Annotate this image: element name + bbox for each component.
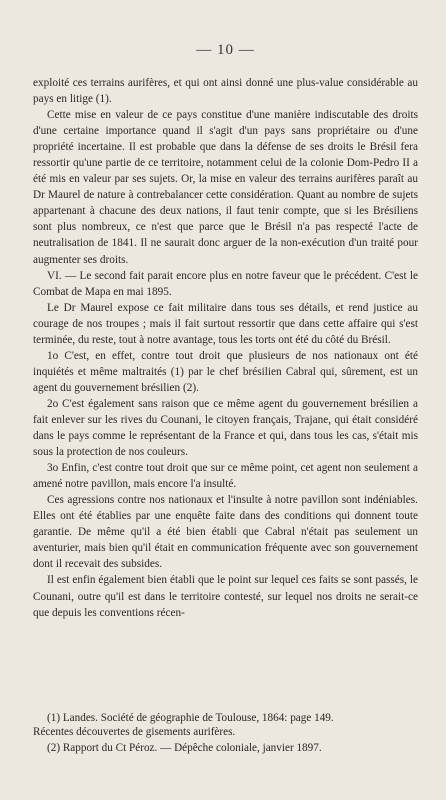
paragraph: 1o C'est, en effet, contre tout droit que plusieurs de nos nationaux ont été inquiétés et même maltraités (1) par le chef brésilien Cabral qui, sûrement, est un agent du gouvernement brésilien (2). xyxy=(33,349,418,394)
paragraph: 2o C'est également sans raison que ce même agent du gouvernement brésilien a fait enlever sur les rives du Counani, le citoyen français, Trajane, qui était considéré dans le pays comme le représentant de la France et qui, dans tous les cas, s'était mis sous la protection de nos couleurs. xyxy=(33,397,418,459)
footnote: (2) Rapport du Ct Péroz. — Dépêche coloniale, janvier 1897. xyxy=(47,742,322,754)
paragraph: Ces agressions contre nos nationaux et l'insulte à notre pavillon sont indéniables. Elles ont été établies par une enquête faite dans des conditions qui donnent toute garantie. De même qu'il a été bien établi que Cabral n'était pas seulement un aventurier, mais bien qu'il était en communication fréquente avec son gouvernement dont il recevait des subsides. xyxy=(33,494,418,571)
footnote: (1) Landes. Société de géographie de Toulouse, 1864: page 149. xyxy=(47,712,334,724)
paragraph: Cette mise en valeur de ce pays constitue d'une manière indiscutable des droits d'une certaine importance quand il s'agit d'un pays sans propriétaire ou d'une propriété incertaine. Il est probable que dans la défense de ses droits le Brésil fera ressortir qu'une partie de ce territoire, notamment celui de la colonie Dom-Pedro II a été mis en valeur par ses sujets. Or, la mise en valeur des terrains aurifères paraît au Dr Maurel de nature à contrebalancer cette considération. Quant au nombre de sujets appartenant à chacune des deux nations, il faut tenir compte, que si les Brésiliens sont plus nombreux, ce n'est que parce que le Brésil n'a pas respecté l'acte de neutralisation de 1841. Il ne saurait donc arguer de la non-exécution d'un traité pour augmenter ses droits. xyxy=(33,109,418,266)
footnote-continuation: Récentes découvertes de gisements aurifères. xyxy=(33,726,236,738)
paragraph: Il est enfin également bien établi que le point sur lequel ces faits se sont passés, le Counani, outre qu'il est dans le territoire contesté, sur lequel nos droits ne serait-ce que depuis les conventions récen- xyxy=(33,574,418,619)
footnotes xyxy=(33,711,418,757)
paragraph: 3o Enfin, c'est contre tout droit que sur ce même point, cet agent non seulement a amené notre pavillon, mais encore l'a insulté. xyxy=(33,462,418,491)
paragraph: exploité ces terrains aurifères, et qui ont ainsi donné une plus-value considérable au pays en litige (1). xyxy=(33,77,418,106)
paragraph: Le Dr Maurel expose ce fait militaire dans tous ses détails, et rend justice au courage de nos troupes ; mais il fait surtout ressortir que dans cette affaire qui s'est terminée, du reste, tout à notre avantage, tous les torts ont été du côté du Brésil. xyxy=(33,301,418,346)
paragraph: VI. — Le second fait parait encore plus en notre faveur que le précédent. C'est le Combat de Mapa en mai 1895. xyxy=(33,269,418,298)
page-number: — 10 — xyxy=(196,42,255,58)
body-text xyxy=(33,75,418,621)
